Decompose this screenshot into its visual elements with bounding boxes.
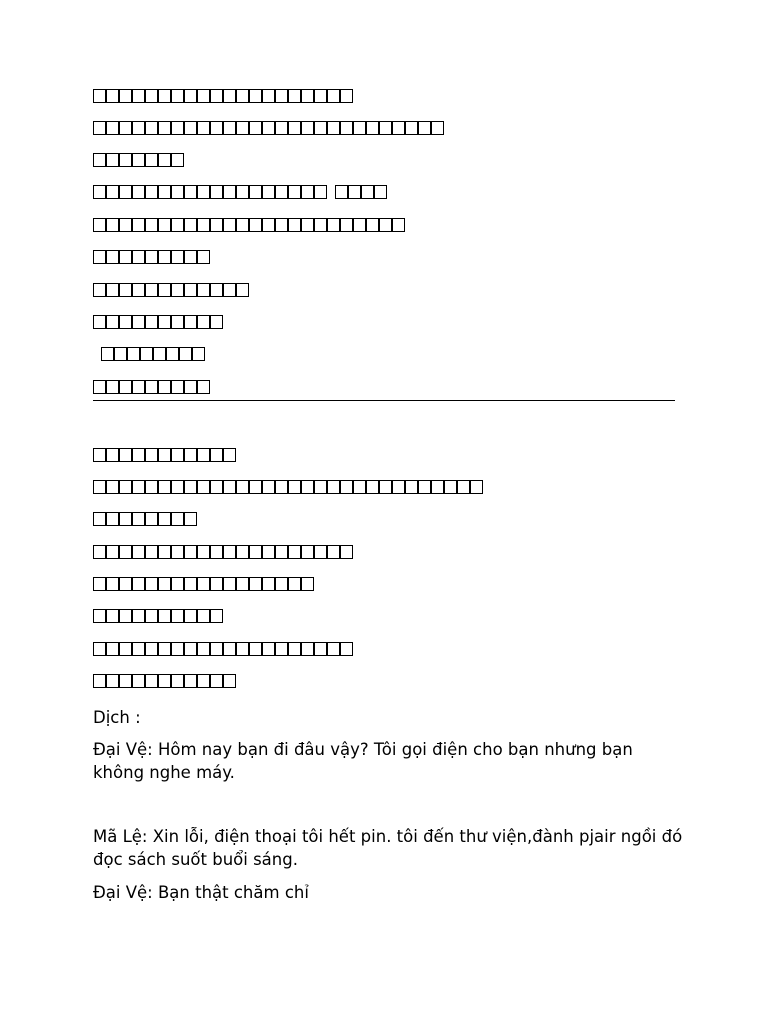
missing-glyph-box: [210, 89, 223, 103]
missing-glyph-box: [119, 642, 132, 656]
missing-glyph-box: [262, 577, 275, 591]
missing-glyph-box: [93, 577, 106, 591]
missing-glyph-box: [348, 185, 361, 199]
missing-glyph-box: [119, 89, 132, 103]
missing-glyph-box: [93, 153, 106, 167]
missing-glyph-box: [132, 218, 145, 232]
missing-glyph-box: [262, 121, 275, 135]
missing-glyph-box: [340, 642, 353, 656]
missing-glyph-box: [114, 347, 127, 361]
missing-glyph-box: [145, 250, 158, 264]
missing-glyph-box: [93, 480, 106, 494]
missing-glyph-box: [93, 185, 106, 199]
missing-glyph-box: [262, 480, 275, 494]
missing-glyph-box: [275, 545, 288, 559]
missing-glyph-box: [171, 185, 184, 199]
missing-glyph-box: [158, 545, 171, 559]
missing-glyph-box: [288, 218, 301, 232]
missing-glyph-box: [171, 218, 184, 232]
missing-glyph-box: [288, 545, 301, 559]
missing-glyph-box: [119, 545, 132, 559]
missing-glyph-box: [210, 185, 223, 199]
glyph-row: [93, 577, 314, 591]
missing-glyph-box: [93, 448, 106, 462]
missing-glyph-box: [93, 121, 106, 135]
missing-glyph-box: [353, 121, 366, 135]
glyph-row: [93, 448, 236, 462]
missing-glyph-box: [106, 448, 119, 462]
missing-glyph-box: [314, 545, 327, 559]
translation-heading: Dịch :: [93, 708, 141, 727]
missing-glyph-box: [184, 283, 197, 297]
missing-glyph-box: [171, 283, 184, 297]
missing-glyph-box: [158, 315, 171, 329]
missing-glyph-box: [236, 480, 249, 494]
missing-glyph-box: [327, 545, 340, 559]
missing-glyph-box: [184, 185, 197, 199]
missing-glyph-box: [158, 121, 171, 135]
missing-glyph-box: [262, 642, 275, 656]
missing-glyph-box: [145, 315, 158, 329]
missing-glyph-box: [145, 577, 158, 591]
missing-glyph-box: [288, 642, 301, 656]
missing-glyph-box: [223, 448, 236, 462]
missing-glyph-box: [184, 545, 197, 559]
missing-glyph-box: [132, 512, 145, 526]
missing-glyph-box: [184, 250, 197, 264]
missing-glyph-box: [275, 642, 288, 656]
missing-glyph-box: [444, 480, 457, 494]
missing-glyph-box: [249, 89, 262, 103]
missing-glyph-box: [93, 609, 106, 623]
missing-glyph-box: [158, 512, 171, 526]
missing-glyph-box: [210, 642, 223, 656]
missing-glyph-box: [288, 577, 301, 591]
missing-glyph-box: [171, 545, 184, 559]
missing-glyph-box: [119, 153, 132, 167]
missing-glyph-box: [132, 674, 145, 688]
missing-glyph-box: [366, 121, 379, 135]
missing-glyph-box: [327, 89, 340, 103]
glyph-row: [93, 512, 197, 526]
missing-glyph-box: [184, 448, 197, 462]
missing-glyph-box: [301, 480, 314, 494]
missing-glyph-box: [236, 283, 249, 297]
glyph-row: [93, 218, 405, 232]
missing-glyph-box: [145, 283, 158, 297]
missing-glyph-box: [197, 89, 210, 103]
missing-glyph-box: [275, 185, 288, 199]
missing-glyph-box: [197, 380, 210, 394]
missing-glyph-box: [197, 218, 210, 232]
missing-glyph-box: [132, 121, 145, 135]
missing-glyph-box: [132, 545, 145, 559]
missing-glyph-box: [158, 218, 171, 232]
missing-glyph-box: [153, 347, 166, 361]
missing-glyph-box: [119, 448, 132, 462]
missing-glyph-box: [379, 218, 392, 232]
missing-glyph-box: [119, 380, 132, 394]
missing-glyph-box: [366, 480, 379, 494]
missing-glyph-box: [301, 121, 314, 135]
missing-glyph-box: [314, 121, 327, 135]
missing-glyph-box: [132, 89, 145, 103]
missing-glyph-box: [392, 480, 405, 494]
missing-glyph-box: [145, 609, 158, 623]
missing-glyph-box: [236, 89, 249, 103]
missing-glyph-box: [392, 218, 405, 232]
missing-glyph-box: [223, 674, 236, 688]
missing-glyph-box: [171, 609, 184, 623]
glyph-row: [93, 545, 353, 559]
missing-glyph-box: [236, 218, 249, 232]
missing-glyph-box: [184, 121, 197, 135]
missing-glyph-box: [197, 315, 210, 329]
missing-glyph-box: [314, 480, 327, 494]
missing-glyph-box: [249, 545, 262, 559]
missing-glyph-box: [158, 674, 171, 688]
missing-glyph-box: [106, 218, 119, 232]
missing-glyph-box: [171, 674, 184, 688]
missing-glyph-box: [223, 577, 236, 591]
missing-glyph-box: [106, 545, 119, 559]
missing-glyph-box: [249, 480, 262, 494]
missing-glyph-box: [158, 153, 171, 167]
missing-glyph-box: [379, 480, 392, 494]
glyph-row: [93, 347, 205, 361]
missing-glyph-box: [132, 609, 145, 623]
missing-glyph-box: [327, 480, 340, 494]
missing-glyph-box: [210, 448, 223, 462]
missing-glyph-box: [301, 218, 314, 232]
missing-glyph-box: [132, 283, 145, 297]
missing-glyph-box: [335, 185, 348, 199]
glyph-row: [93, 185, 387, 199]
missing-glyph-box: [132, 642, 145, 656]
missing-glyph-box: [366, 218, 379, 232]
missing-glyph-box: [119, 480, 132, 494]
missing-glyph-box: [119, 185, 132, 199]
missing-glyph-box: [140, 347, 153, 361]
missing-glyph-box: [132, 577, 145, 591]
missing-glyph-box: [145, 121, 158, 135]
missing-glyph-box: [457, 480, 470, 494]
missing-glyph-box: [405, 121, 418, 135]
missing-glyph-box: [223, 642, 236, 656]
missing-glyph-box: [171, 480, 184, 494]
glyph-row: [93, 674, 236, 688]
missing-glyph-box: [106, 121, 119, 135]
missing-glyph-box: [405, 480, 418, 494]
missing-glyph-box: [184, 642, 197, 656]
glyph-row: [93, 642, 353, 656]
missing-glyph-box: [93, 512, 106, 526]
missing-glyph-box: [223, 545, 236, 559]
missing-glyph-box: [119, 218, 132, 232]
missing-glyph-box: [106, 250, 119, 264]
missing-glyph-box: [418, 480, 431, 494]
missing-glyph-box: [236, 121, 249, 135]
missing-glyph-box: [197, 642, 210, 656]
missing-glyph-box: [93, 380, 106, 394]
missing-glyph-box: [262, 218, 275, 232]
missing-glyph-box: [145, 642, 158, 656]
missing-glyph-box: [158, 642, 171, 656]
missing-glyph-box: [210, 577, 223, 591]
missing-glyph-box: [197, 577, 210, 591]
missing-glyph-box: [275, 480, 288, 494]
missing-glyph-box: [249, 121, 262, 135]
missing-glyph-box: [184, 380, 197, 394]
missing-glyph-box: [184, 218, 197, 232]
missing-glyph-box: [93, 283, 106, 297]
paragraph-dai-ve-1: Đại Vệ: Hôm nay bạn đi đâu vậy? Tôi gọi điện cho bạn nhưng bạn không nghe máy.: [93, 740, 633, 782]
missing-glyph-box: [158, 480, 171, 494]
glyph-row: [93, 153, 184, 167]
missing-glyph-box: [93, 545, 106, 559]
missing-glyph-box: [145, 480, 158, 494]
missing-glyph-box: [288, 185, 301, 199]
missing-glyph-box: [262, 89, 275, 103]
missing-glyph-box: [93, 89, 106, 103]
missing-glyph-box: [145, 380, 158, 394]
missing-glyph-box: [93, 250, 106, 264]
missing-glyph-box: [132, 448, 145, 462]
missing-glyph-box: [158, 250, 171, 264]
missing-glyph-box: [93, 315, 106, 329]
missing-glyph-box: [249, 577, 262, 591]
missing-glyph-box: [158, 185, 171, 199]
missing-glyph-box: [275, 121, 288, 135]
missing-glyph-box: [119, 609, 132, 623]
glyph-row: [93, 609, 223, 623]
missing-glyph-box: [314, 185, 327, 199]
missing-glyph-box: [166, 347, 179, 361]
missing-glyph-box: [171, 577, 184, 591]
missing-glyph-box: [431, 480, 444, 494]
glyph-row: [93, 121, 444, 135]
missing-glyph-box: [171, 89, 184, 103]
missing-glyph-box: [236, 185, 249, 199]
glyph-row: [93, 380, 210, 394]
missing-glyph-box: [93, 218, 106, 232]
missing-glyph-box: [236, 545, 249, 559]
missing-glyph-box: [210, 674, 223, 688]
missing-glyph-box: [171, 153, 184, 167]
missing-glyph-box: [361, 185, 374, 199]
paragraph-ma-le: Mã Lệ: Xin lỗi, điện thoại tôi hết pin. tôi đến thư viện,đành pjair ngồi đó đọc sách suốt buổi sáng.: [93, 827, 683, 869]
missing-glyph-box: [145, 185, 158, 199]
missing-glyph-box: [210, 218, 223, 232]
missing-glyph-box: [171, 315, 184, 329]
missing-glyph-box: [262, 545, 275, 559]
missing-glyph-box: [197, 448, 210, 462]
missing-glyph-box: [301, 545, 314, 559]
missing-glyph-box: [145, 512, 158, 526]
missing-glyph-box: [145, 218, 158, 232]
missing-glyph-box: [171, 380, 184, 394]
missing-glyph-box: [101, 347, 114, 361]
missing-glyph-box: [158, 609, 171, 623]
missing-glyph-box: [314, 642, 327, 656]
glyph-row: [93, 89, 353, 103]
missing-glyph-box: [470, 480, 483, 494]
missing-glyph-box: [327, 218, 340, 232]
missing-glyph-box: [210, 315, 223, 329]
missing-glyph-box: [197, 674, 210, 688]
missing-glyph-box: [132, 185, 145, 199]
missing-glyph-box: [197, 250, 210, 264]
missing-glyph-box: [106, 89, 119, 103]
missing-glyph-box: [223, 283, 236, 297]
missing-glyph-box: [106, 512, 119, 526]
missing-glyph-box: [184, 315, 197, 329]
missing-glyph-box: [93, 674, 106, 688]
missing-glyph-box: [184, 512, 197, 526]
glyph-row: [93, 480, 483, 494]
missing-glyph-box: [301, 642, 314, 656]
missing-glyph-box: [106, 380, 119, 394]
missing-glyph-box: [127, 347, 140, 361]
missing-glyph-box: [288, 89, 301, 103]
glyph-row: [93, 283, 249, 297]
missing-glyph-box: [275, 577, 288, 591]
missing-glyph-box: [262, 185, 275, 199]
missing-glyph-box: [119, 283, 132, 297]
missing-glyph-box: [132, 153, 145, 167]
glyph-row: [93, 250, 210, 264]
horizontal-rule: [93, 400, 675, 401]
missing-glyph-box: [106, 577, 119, 591]
missing-glyph-box: [145, 545, 158, 559]
missing-glyph-box: [236, 642, 249, 656]
missing-glyph-box: [249, 185, 262, 199]
missing-glyph-box: [327, 121, 340, 135]
missing-glyph-box: [106, 185, 119, 199]
missing-glyph-box: [145, 153, 158, 167]
missing-glyph-box: [171, 250, 184, 264]
missing-glyph-box: [275, 218, 288, 232]
missing-glyph-box: [119, 250, 132, 264]
missing-glyph-box: [197, 545, 210, 559]
missing-glyph-box: [210, 545, 223, 559]
missing-glyph-box: [119, 577, 132, 591]
missing-glyph-box: [236, 577, 249, 591]
missing-glyph-box: [223, 185, 236, 199]
missing-glyph-box: [379, 121, 392, 135]
missing-glyph-box: [132, 380, 145, 394]
missing-glyph-box: [171, 448, 184, 462]
missing-glyph-box: [314, 89, 327, 103]
missing-glyph-box: [374, 185, 387, 199]
missing-glyph-box: [106, 315, 119, 329]
missing-glyph-box: [353, 218, 366, 232]
missing-glyph-box: [288, 121, 301, 135]
missing-glyph-box: [158, 380, 171, 394]
missing-glyph-box: [223, 121, 236, 135]
missing-glyph-box: [340, 480, 353, 494]
missing-glyph-box: [158, 577, 171, 591]
missing-glyph-box: [210, 609, 223, 623]
missing-glyph-box: [210, 283, 223, 297]
missing-glyph-box: [106, 642, 119, 656]
missing-glyph-box: [158, 283, 171, 297]
missing-glyph-box: [301, 89, 314, 103]
missing-glyph-box: [145, 674, 158, 688]
paragraph-dai-ve-2: Đại Vệ: Bạn thật chăm chỉ: [93, 883, 309, 902]
missing-glyph-box: [184, 480, 197, 494]
missing-glyph-box: [171, 121, 184, 135]
missing-glyph-box: [132, 250, 145, 264]
missing-glyph-box: [340, 89, 353, 103]
missing-glyph-box: [119, 674, 132, 688]
missing-glyph-box: [145, 448, 158, 462]
missing-glyph-box: [197, 283, 210, 297]
missing-glyph-box: [288, 480, 301, 494]
missing-glyph-box: [106, 283, 119, 297]
missing-glyph-box: [184, 674, 197, 688]
glyph-row: [93, 315, 223, 329]
missing-glyph-box: [119, 121, 132, 135]
missing-glyph-box: [184, 89, 197, 103]
missing-glyph-box: [132, 315, 145, 329]
missing-glyph-box: [340, 545, 353, 559]
missing-glyph-box: [197, 121, 210, 135]
missing-glyph-box: [275, 89, 288, 103]
missing-glyph-box: [106, 609, 119, 623]
missing-glyph-box: [223, 89, 236, 103]
missing-glyph-box: [223, 480, 236, 494]
missing-glyph-box: [197, 185, 210, 199]
missing-glyph-box: [93, 642, 106, 656]
missing-glyph-box: [327, 642, 340, 656]
missing-glyph-box: [353, 480, 366, 494]
missing-glyph-box: [223, 218, 236, 232]
missing-glyph-box: [340, 218, 353, 232]
missing-glyph-box: [301, 185, 314, 199]
missing-glyph-box: [418, 121, 431, 135]
missing-glyph-box: [314, 218, 327, 232]
missing-glyph-box: [210, 121, 223, 135]
missing-glyph-box: [249, 642, 262, 656]
missing-glyph-box: [184, 609, 197, 623]
missing-glyph-box: [197, 609, 210, 623]
missing-glyph-box: [179, 347, 192, 361]
missing-glyph-box: [145, 89, 158, 103]
missing-glyph-box: [106, 480, 119, 494]
missing-glyph-box: [431, 121, 444, 135]
missing-glyph-box: [106, 674, 119, 688]
missing-glyph-box: [132, 480, 145, 494]
missing-glyph-box: [106, 153, 119, 167]
missing-glyph-box: [158, 448, 171, 462]
missing-glyph-box: [119, 315, 132, 329]
missing-glyph-box: [158, 89, 171, 103]
missing-glyph-box: [210, 480, 223, 494]
missing-glyph-box: [392, 121, 405, 135]
missing-glyph-box: [340, 121, 353, 135]
missing-glyph-box: [171, 642, 184, 656]
missing-glyph-box: [119, 512, 132, 526]
missing-glyph-box: [249, 218, 262, 232]
missing-glyph-box: [171, 512, 184, 526]
missing-glyph-box: [192, 347, 205, 361]
missing-glyph-box: [197, 480, 210, 494]
missing-glyph-box: [184, 577, 197, 591]
missing-glyph-box: [301, 577, 314, 591]
